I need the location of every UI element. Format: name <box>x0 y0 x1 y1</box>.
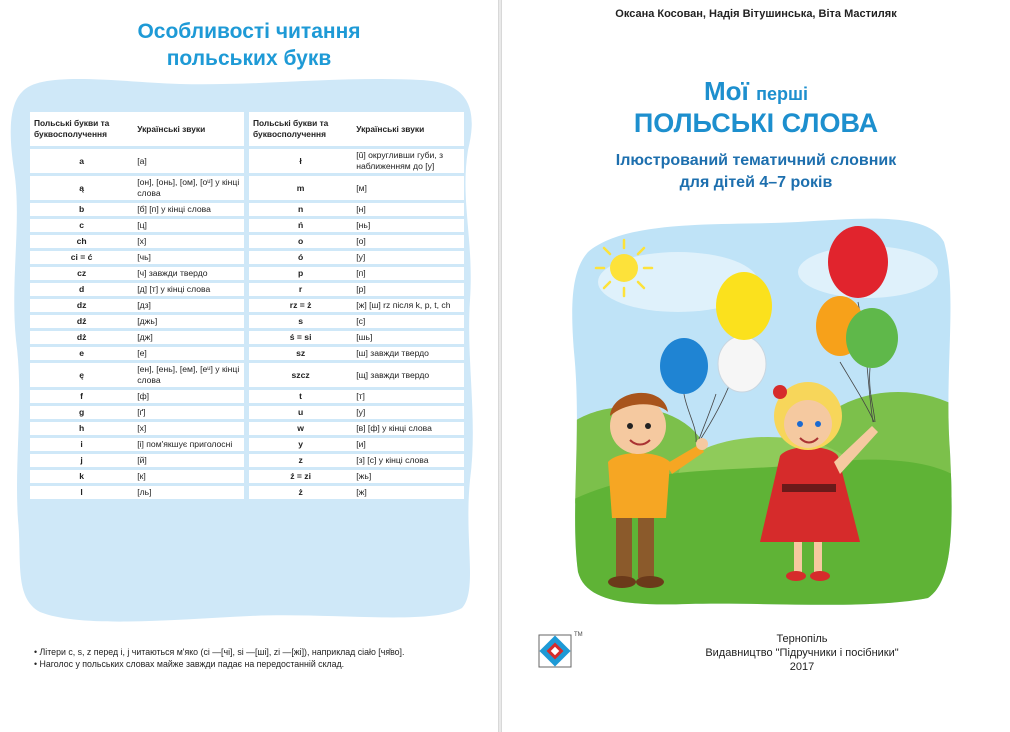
cell-polish-letter: f <box>30 390 133 403</box>
table-row <box>30 299 464 312</box>
cell-polish-letter: g <box>30 406 133 419</box>
title-word-big: Мої <box>704 76 749 106</box>
cell-ukrainian-sound: [ч] завжди твердо <box>133 267 243 280</box>
cell-ukrainian-sound: [н] <box>352 203 464 216</box>
table-row <box>30 219 464 232</box>
cell-polish-letter: cz <box>30 267 133 280</box>
cell-polish-letter: sz <box>249 347 352 360</box>
cell-ukrainian-sound: [ж] [ш] rz після k, p, t, ch <box>352 299 464 312</box>
table-row <box>30 283 464 296</box>
table-header-row <box>30 112 464 146</box>
cell-ukrainian-sound: [ль] <box>133 486 243 499</box>
notes <box>34 646 484 670</box>
cell-polish-letter: szcz <box>249 363 352 387</box>
cell-polish-letter: z <box>249 454 352 467</box>
table-row <box>30 347 464 360</box>
cell-ukrainian-sound: [дж] <box>133 331 243 344</box>
table-row <box>30 422 464 435</box>
table-row <box>30 149 464 173</box>
cell-polish-letter: r <box>249 283 352 296</box>
title-line-1: Особливості читання <box>137 20 361 43</box>
table-row <box>30 454 464 467</box>
cell-polish-letter: d <box>30 283 133 296</box>
cell-ukrainian-sound: [ж] <box>352 486 464 499</box>
cell-ukrainian-sound: [д] [т] у кінці слова <box>133 283 243 296</box>
cell-polish-letter: t <box>249 390 352 403</box>
cell-polish-letter: e <box>30 347 133 360</box>
cell-ukrainian-sound: [х] <box>133 422 243 435</box>
imprint <box>672 632 932 674</box>
table-row <box>30 470 464 483</box>
cell-polish-letter: i <box>30 438 133 451</box>
cell-ukrainian-sound: [у] <box>352 406 464 419</box>
table-row <box>30 331 464 344</box>
cell-ukrainian-sound: [ц] <box>133 219 243 232</box>
cell-polish-letter: ci = ć <box>30 251 133 264</box>
left-page <box>0 0 498 732</box>
cell-polish-letter: o <box>249 235 352 248</box>
cell-polish-letter: ó <box>249 251 352 264</box>
cell-ukrainian-sound: [е] <box>133 347 243 360</box>
table-row <box>30 235 464 248</box>
cell-ukrainian-sound: [ŭ] округливши губи, з наближенням до [у] <box>352 149 464 173</box>
cell-ukrainian-sound: [у] <box>352 251 464 264</box>
cell-polish-letter: s <box>249 315 352 328</box>
publication-year: 2017 <box>789 661 815 673</box>
cell-ukrainian-sound: [ф] <box>133 390 243 403</box>
balloon-green <box>846 308 898 368</box>
cell-ukrainian-sound: [м] <box>352 176 464 200</box>
cell-polish-letter: dz <box>30 299 133 312</box>
trademark-mark: TM <box>574 632 583 638</box>
header-ukrainian-sounds: Українські звуки <box>352 112 464 146</box>
balloon-yellow <box>716 272 772 340</box>
cell-polish-letter: b <box>30 203 133 216</box>
cell-polish-letter: ch <box>30 235 133 248</box>
cell-polish-letter: ż <box>249 486 352 499</box>
table-row <box>30 390 464 403</box>
cell-ukrainian-sound: [о] <box>352 235 464 248</box>
cell-polish-letter: l <box>30 486 133 499</box>
cell-polish-letter: n <box>249 203 352 216</box>
cell-polish-letter: m <box>249 176 352 200</box>
cell-polish-letter: ń <box>249 219 352 232</box>
note-item: • Літери c, s, z перед i, j читаються м'яко (ci —[чі], si —[ші], zi —[жі]), наприклад ciało [чя̆во]. <box>34 647 405 657</box>
cell-ukrainian-sound: [нь] <box>352 219 464 232</box>
table-row <box>30 267 464 280</box>
cell-polish-letter: k <box>30 470 133 483</box>
cell-polish-letter: y <box>249 438 352 451</box>
publisher-name: Видавництво "Підручники і посібники" <box>705 647 899 659</box>
publisher-logo <box>538 634 572 668</box>
cell-ukrainian-sound: [к] <box>133 470 243 483</box>
cell-polish-letter: ł <box>249 149 352 173</box>
cell-polish-letter: rz = ż <box>249 299 352 312</box>
cell-ukrainian-sound: [с] <box>352 315 464 328</box>
header-ukrainian-sounds: Українські звуки <box>133 112 243 146</box>
cell-polish-letter: ą <box>30 176 133 200</box>
publisher-city: Тернопіль <box>776 633 828 645</box>
subtitle-line-2: для дітей 4–7 років <box>679 174 833 191</box>
balloon-red <box>828 226 888 298</box>
table-row <box>30 406 464 419</box>
book-title-line-2: ПОЛЬСЬКІ СЛОВА <box>633 108 879 138</box>
cell-ukrainian-sound: [р] <box>352 283 464 296</box>
cell-polish-letter: ę <box>30 363 133 387</box>
cell-ukrainian-sound: [щ] завжди твердо <box>352 363 464 387</box>
cell-ukrainian-sound: [з] [с] у кінці слова <box>352 454 464 467</box>
note-item: • Наголос у польських словах майже завжди падає на передостанній склад. <box>34 659 345 669</box>
cell-ukrainian-sound: [х] <box>133 235 243 248</box>
letters-table <box>30 109 464 502</box>
cell-ukrainian-sound: [ш] завжди твердо <box>352 347 464 360</box>
book-title-line-1 <box>502 76 1010 109</box>
cell-polish-letter: ś = si <box>249 331 352 344</box>
cell-ukrainian-sound: [жь] <box>352 470 464 483</box>
cell-ukrainian-sound: [ен], [ень], [ем], [еᵘ] у кінці слова <box>133 363 243 387</box>
book-subtitle <box>502 150 1010 194</box>
table-row <box>30 251 464 264</box>
cell-polish-letter: dż <box>30 331 133 344</box>
cell-ukrainian-sound: [дз] <box>133 299 243 312</box>
cell-ukrainian-sound: [б] [п] у кінці слова <box>133 203 243 216</box>
table-body <box>30 149 464 499</box>
table-row <box>30 486 464 499</box>
cover-illustration <box>568 212 952 608</box>
cell-polish-letter: a <box>30 149 133 173</box>
title-word-small: перші <box>756 84 808 104</box>
cell-ukrainian-sound: [ґ] <box>133 406 243 419</box>
cell-polish-letter: p <box>249 267 352 280</box>
cell-ukrainian-sound: [і] пом'якшує приголосні <box>133 438 243 451</box>
cell-ukrainian-sound: [в] [ф] у кінці слова <box>352 422 464 435</box>
cell-ukrainian-sound: [джь] <box>133 315 243 328</box>
cell-ukrainian-sound: [й] <box>133 454 243 467</box>
cell-ukrainian-sound: [и] <box>352 438 464 451</box>
balloon-blue <box>660 338 708 394</box>
title-line-2: польських букв <box>166 47 332 70</box>
cell-ukrainian-sound: [он], [онь], [ом], [оᵘ] у кінці слова <box>133 176 243 200</box>
subtitle-line-1: Ілюстрований тематичний словник <box>615 152 897 169</box>
cell-polish-letter: c <box>30 219 133 232</box>
right-page <box>502 0 1010 732</box>
cell-polish-letter: ź = zi <box>249 470 352 483</box>
table-row <box>30 363 464 387</box>
table-row <box>30 438 464 451</box>
cell-ukrainian-sound: [п] <box>352 267 464 280</box>
header-polish-letters: Польські букви та буквосполучення <box>30 112 133 146</box>
header-polish-letters: Польські букви та буквосполучення <box>249 112 352 146</box>
authors: Оксана Косован, Надія Вітушинська, Віта Мастиляк <box>615 8 897 20</box>
page-title <box>0 18 498 72</box>
cell-ukrainian-sound: [чь] <box>133 251 243 264</box>
table-row <box>30 315 464 328</box>
cell-ukrainian-sound: [а] <box>133 149 243 173</box>
table-row <box>30 176 464 200</box>
cell-polish-letter: dź <box>30 315 133 328</box>
cell-ukrainian-sound: [т] <box>352 390 464 403</box>
balloon-white <box>718 336 766 392</box>
cell-polish-letter: u <box>249 406 352 419</box>
sun-icon <box>596 240 652 296</box>
table-row <box>30 203 464 216</box>
cell-ukrainian-sound: [шь] <box>352 331 464 344</box>
cell-polish-letter: w <box>249 422 352 435</box>
cell-polish-letter: h <box>30 422 133 435</box>
cell-polish-letter: j <box>30 454 133 467</box>
